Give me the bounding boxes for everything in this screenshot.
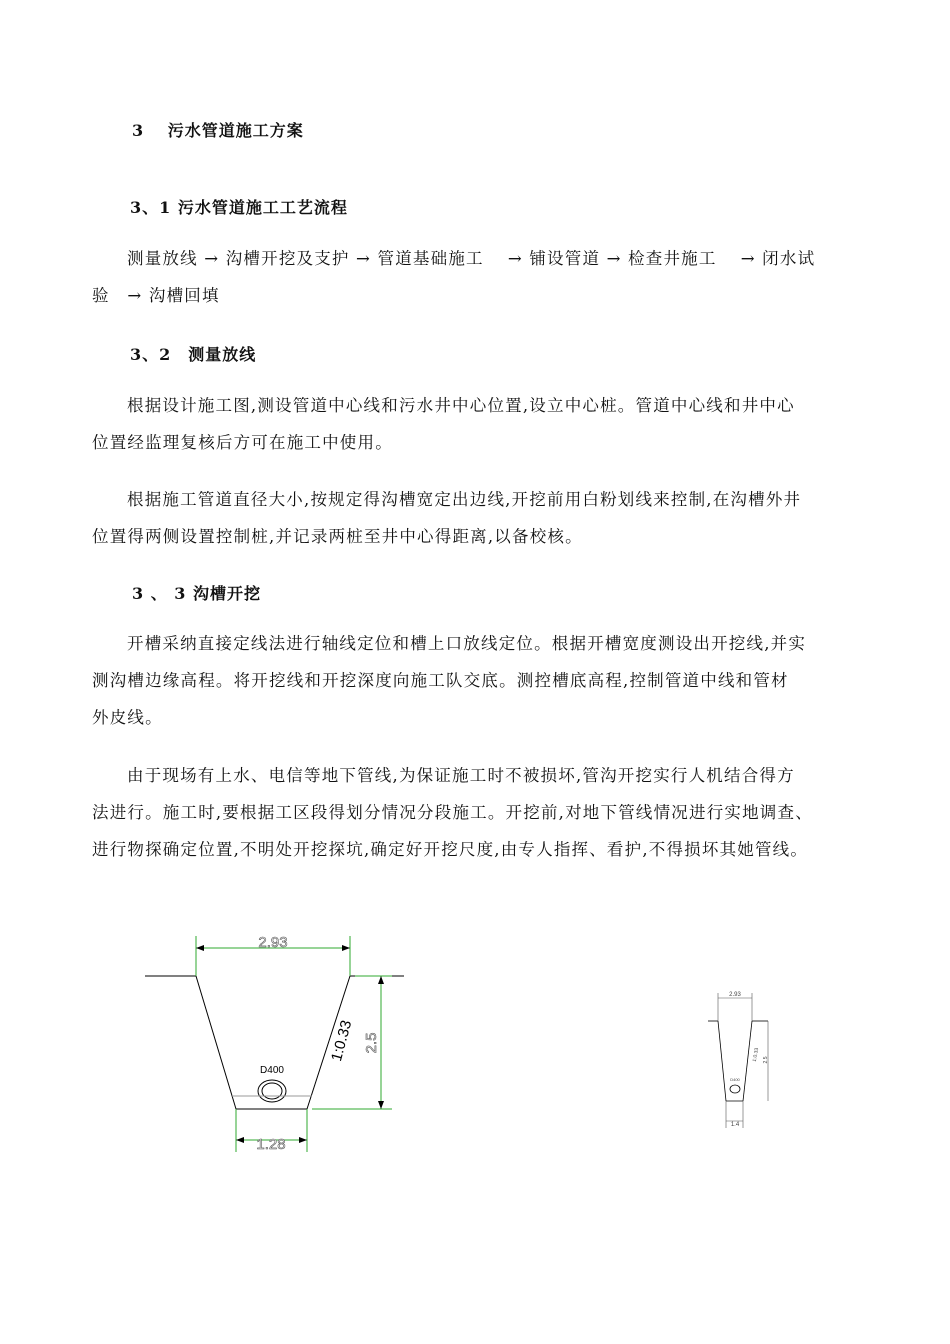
small-dim-bottom-width: 1.4 [730, 1122, 740, 1128]
paragraph-2-line-1: 根据施工管道直径大小,按规定得沟槽宽定出边线,开挖前用白粉划线来控制,在沟槽外井 [127, 490, 802, 509]
dim-depth: 2.5 [363, 1032, 380, 1054]
section-heading-3-1: 3、1 污水管道施工工艺流程 [130, 198, 348, 217]
section-heading-3-3: 3 、 3 沟槽开挖 [132, 584, 261, 603]
small-dim-top-width: 2.93 [729, 992, 741, 998]
paragraph-3-line-1: 开槽采纳直接定线法进行轴线定位和槽上口放线定位。根据开槽宽度测设出开挖线,并实 [127, 634, 807, 653]
section-heading-3: 3 污水管道施工方案 [132, 121, 304, 140]
small-pipe-label: D400 [730, 1077, 740, 1082]
paragraph-4-line-1: 由于现场有上水、电信等地下管线,为保证施工时不被损坏,管沟开挖实行人机结合得方 [127, 766, 795, 785]
dim-top-width: 2.93 [258, 934, 288, 951]
flow-line-1: 测量放线 → 沟槽开挖及支护 → 管道基础施工 → 铺设管道 → 检查井施工 → 闭水试 [127, 249, 816, 268]
slope-label: 1:0.33 [328, 1018, 356, 1064]
paragraph-3-line-2: 测沟槽边缘高程。将开挖线和开挖深度向施工队交底。测控槽底高程,控制管道中线和管材 [92, 671, 789, 690]
flow-line-2: 验 → 沟槽回填 [92, 286, 220, 305]
pipe-label: D400 [260, 1065, 284, 1076]
dim-bottom-width: 1.28 [256, 1136, 286, 1153]
paragraph-4-line-2: 法进行。施工时,要根据工区段得划分情况分段施工。开挖前,对地下管线情况进行实地调查、 [92, 803, 813, 822]
section-heading-3-2: 3、2 测量放线 [130, 345, 257, 364]
paragraph-4-line-3: 进行物探确定位置,不明处开挖探坑,确定好开挖尺度,由专人指挥、看护,不得损坏其她管线。 [92, 840, 809, 859]
paragraph-1-line-2: 位置经监理复核后方可在施工中使用。 [92, 433, 393, 452]
paragraph-2-line-2: 位置得两侧设置控制桩,并记录两桩至井中心得距离,以备校核。 [92, 527, 583, 546]
paragraph-3-line-3: 外皮线。 [92, 708, 163, 727]
paragraph-1-line-1: 根据设计施工图,测设管道中心线和污水井中心位置,设立中心桩。管道中心线和井中心 [127, 396, 795, 415]
small-dim-depth: 2.5 [763, 1056, 769, 1064]
small-slope-label: 1:0.33 [751, 1047, 761, 1063]
